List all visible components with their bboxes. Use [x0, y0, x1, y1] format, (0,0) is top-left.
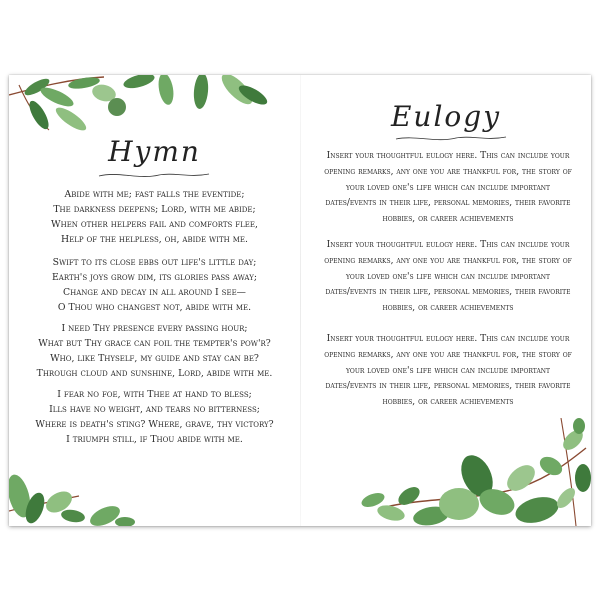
bottom-right-foliage: [361, 418, 591, 526]
hymn-line: Where is death's sting? Where, grave, thy victory?: [35, 419, 274, 430]
hymn-line: The darkness deepens; Lord, with me abide;: [53, 204, 256, 215]
hymn-line: Ills have no weight, and tears no bitterness;: [49, 404, 260, 415]
hymn-line: I need Thy presence every passing hour;: [61, 323, 248, 334]
hymn-title: Hymn: [108, 135, 201, 168]
hymn-line: Earth's joys grow dim, its glories pass away;: [52, 272, 257, 283]
hymn-line: I triumph still, if Thou abide with me.: [66, 434, 243, 445]
eulogy-title: Eulogy: [390, 100, 502, 133]
hymn-line: When other helpers fail and comforts flee,: [51, 219, 258, 230]
hymn-line: Change and decay in all around I see—: [63, 287, 246, 298]
hymn-line: Through cloud and sunshine, Lord, abide with me.: [36, 368, 273, 379]
bottom-left-foliage: [9, 466, 139, 526]
eulogy-paragraph: Insert your thoughtful eulogy here. This can include your opening remarks, any one you are thankful for, the story of your loved one's life which can include important dates/events in their life, personal memories, their favorite hobbies, or career achievements: [324, 240, 572, 314]
hymn-title-flourish: [9, 169, 300, 183]
program-spread: [9, 75, 591, 526]
hymn-line: Help of the helpless, oh, abide with me.: [61, 234, 248, 245]
eulogy-title-flourish: [301, 133, 591, 147]
hymn-stanza: [15, 321, 294, 381]
eulogy-panel: [301, 75, 591, 526]
hymn-line: Abide with me; fast falls the eventide;: [64, 189, 245, 200]
eulogy-paragraph: Insert your thoughtful eulogy here. This can include your opening remarks, any one you are thankful for, the story of your loved one's life which can include important dates/events in their life, personal memories, their favorite hobbies, or career achievements: [324, 151, 572, 225]
eulogy-paragraph: Insert your thoughtful eulogy here. This can include your opening remarks, any one you are thankful for, the story of your loved one's life which can include important dates/events in their life, personal memories, their favorite hobbies, or career achievements: [324, 334, 572, 408]
hymn-stanza: [15, 255, 294, 315]
hymn-stanza: [15, 187, 294, 247]
hymn-line: Swift to its close ebbs out life's little day;: [52, 257, 257, 268]
hymn-line: What but Thy grace can foil the tempter's pow'r?: [38, 338, 271, 349]
hymn-stanza: [15, 387, 294, 447]
hymn-line: O Thou who changest not, abide with me.: [57, 302, 252, 313]
hymn-line: Who, like Thyself, my guide and stay can be?: [50, 353, 259, 364]
hymn-panel: [9, 75, 300, 526]
hymn-line: I fear no foe, with Thee at hand to bless;: [57, 389, 252, 400]
